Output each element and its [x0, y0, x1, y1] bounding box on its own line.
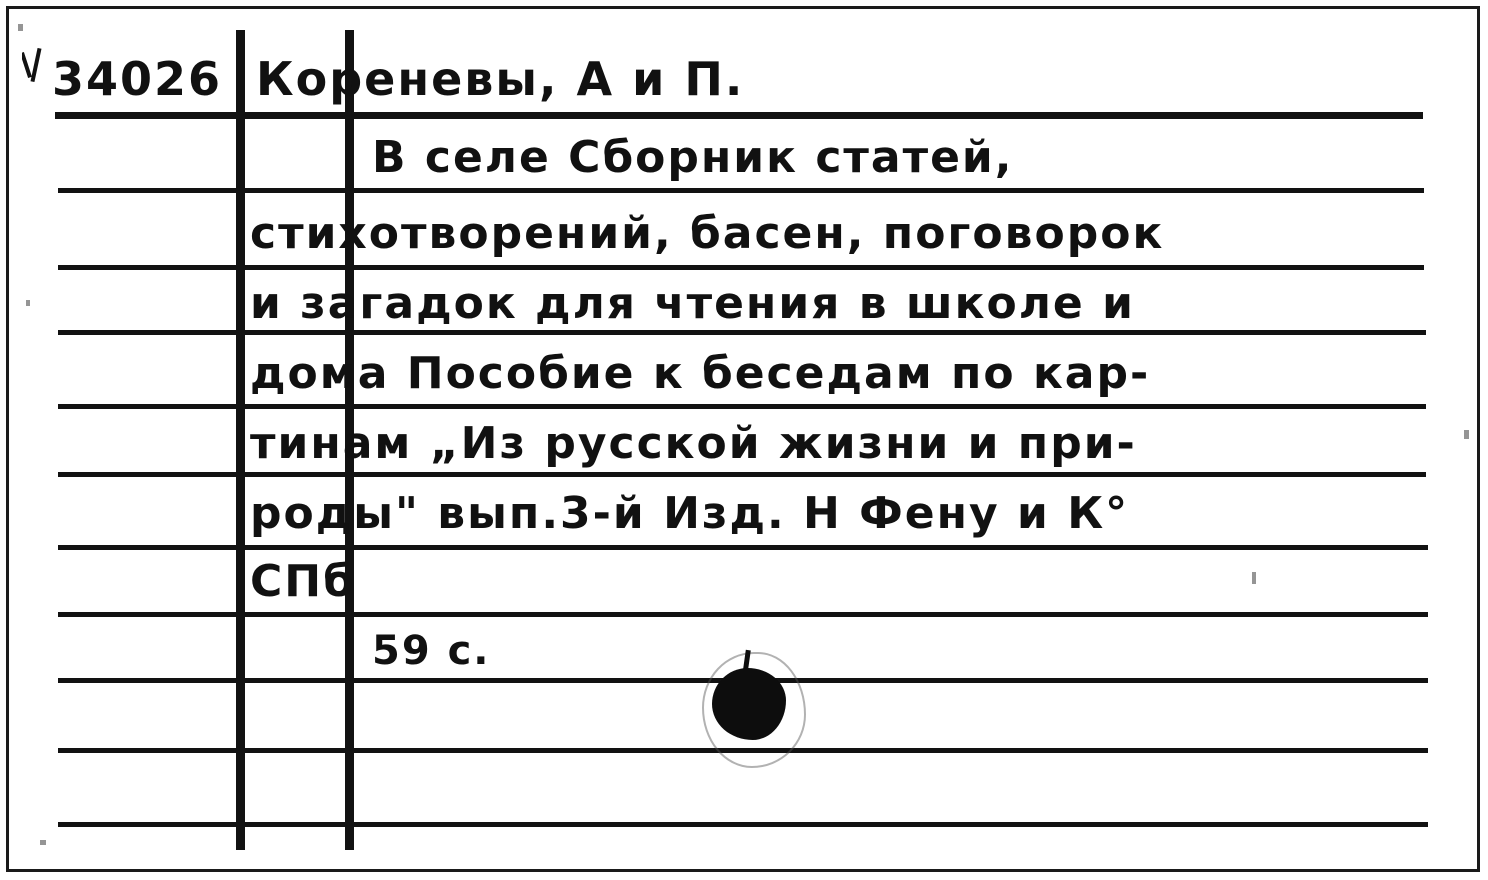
ruled-line [58, 472, 1426, 477]
scan-speck [40, 840, 46, 845]
description-line: и загадок для чтения в школе и [250, 278, 1135, 329]
ruled-line [58, 265, 1424, 270]
call-number: 34026 [52, 52, 223, 106]
description-line: роды" вып.3-й Изд. Н Фену и К° [250, 488, 1130, 539]
scan-speck [18, 24, 23, 31]
place-of-publication: СПб [250, 556, 356, 607]
scan-speck [1464, 430, 1469, 439]
description-line: дома Пособие к беседам по кар- [250, 348, 1151, 399]
ruled-line [58, 330, 1426, 335]
description-line: В селе Сборник статей, [372, 132, 1014, 183]
description-line: тинам „Из русской жизни и при- [250, 418, 1137, 469]
author-line: Кореневы, А и П. [256, 52, 745, 106]
description-line: стихотворений, басен, поговорок [250, 208, 1165, 259]
extent-pages: 59 с. [372, 628, 491, 674]
ruled-line [58, 612, 1428, 617]
scan-speck [26, 300, 30, 306]
ruled-line [58, 822, 1428, 827]
ruled-line [58, 545, 1428, 550]
column-rule-left [236, 30, 245, 850]
ruled-line [55, 112, 1423, 119]
scan-speck [1252, 572, 1256, 584]
ruled-line [58, 404, 1426, 409]
check-mark-icon [22, 48, 48, 86]
ruled-line [58, 188, 1424, 193]
ink-blot [712, 668, 786, 740]
